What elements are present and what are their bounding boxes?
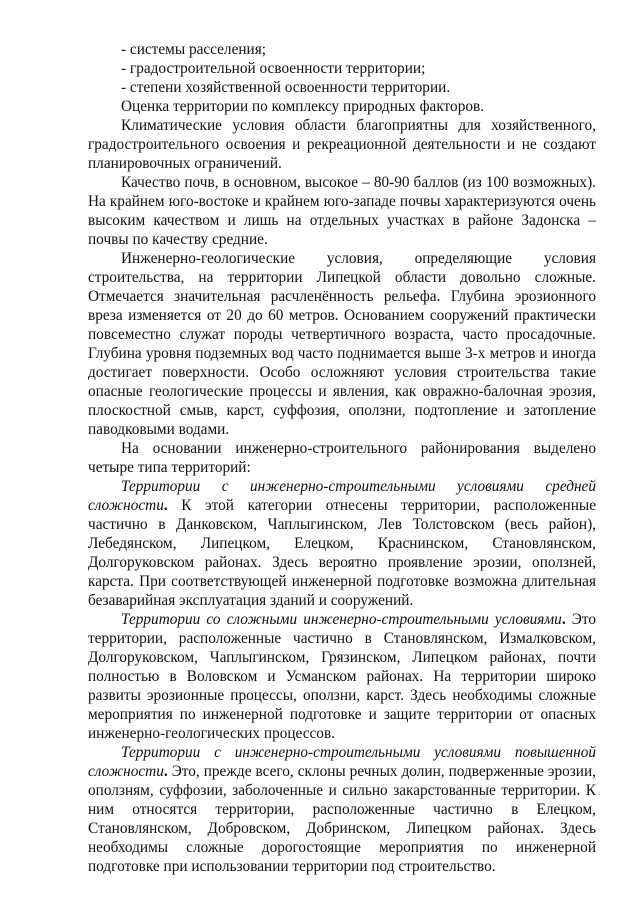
term-terminator: . — [561, 611, 566, 628]
territory-high-text: Это, прежде всего, склоны речных долин, подверженные эрозии, оползням, суффозии, заболоченные и сильно закарстованные территории. К ним относятся территории, расположенные частично в Елецком, Становлянском, Добровском, Добринском, Липецком районах. Здесь необходимы сложные дорогостоящие мероприятия по инженерной подготовке при использовании территории под строительство. — [88, 763, 596, 875]
paragraph-geology: Инженерно-геологические условия, определяющие условия строительства, на территории Липецкой области довольно сложные. Отмечается значительная расчленённость рельефа. Глубина эрозионного вреза изменяется от 20 до 60 метров. Основанием сооружений практически повсеместно служат породы четвертичного возраста, часто просадочные. Глубина уровня подземных вод часто поднимается выше 3-х метров и иногда достигает поверхности. Особо осложняют условия строительства такие опасные геологические процессы и явления, как овражно-балочная эрозия, плоскостной смыв, карст, суффозия, оползни, подтопление и затопление паводковыми водами. — [88, 250, 596, 438]
territory-medium-text: К этой категории отнесены территории, расположенные частично в Данковском, Чаплыгинском, Лев Толстовском (весь район), Лебедянском, Липецком, Елецком, Краснинском, Становлянском, Долгоруковском районах. Здесь вероятно проявление эрозии, оползней, карста. При соответствующей инженерной подготовке возможна длительная безаварийная эксплуатация зданий и сооружений. — [88, 497, 596, 609]
term-complex: Территории со сложными инженерно-строительными условиями — [121, 611, 562, 628]
paragraph-zoning: На основании инженерно-строительного районирования выделено четыре типа территорий: — [88, 440, 596, 476]
term-terminator: . — [163, 763, 168, 780]
paragraph-territory-complex — [88, 610, 596, 743]
paragraph-soils: Качество почв, в основном, высокое – 80-90 баллов (из 100 возможных). На крайнем юго-востоке и крайнем юго-западе почвы характеризуются очень высоким качеством и лишь на отдельных участках в районе Задонска – почвы по качеству средние. — [88, 174, 596, 248]
list-item-settlement-system: - системы расселения; — [121, 41, 267, 58]
territory-complex-text: Это территории, расположенные частично в Становлянском, Измалковском, Долгоруковском, Чаплыгинском, Грязинском, Липецком районах, почти полностью в Воловском и Усманском районах. На территории широко развиты эрозионные процессы, оползни, карст. Здесь необходимы сложные мероприятия по инженерной подготовке и защите территории от опасных инженерно-геологических процессов. — [88, 611, 597, 742]
paragraph-territory-high — [88, 743, 596, 876]
term-terminator: . — [163, 497, 168, 514]
document-page — [88, 40, 596, 876]
list-item-urban-development: - градостроительной освоенности территории; — [121, 60, 426, 77]
section-heading-natural-factors: Оценка территории по комплексу природных факторов. — [121, 98, 485, 115]
paragraph-territory-medium — [88, 477, 596, 610]
paragraph-climate: Климатические условия области благоприятны для хозяйственного, градостроительного освоения и рекреационной деятельности и не создают планировочных ограничений. — [88, 117, 596, 172]
list-item-economic-development: - степени хозяйственной освоенности территории. — [121, 79, 451, 96]
term-medium-complexity: Территории с инженерно-строительными условиями средней сложности — [88, 478, 596, 514]
term-high-complexity: Территории с инженерно-строительными условиями повышенной сложности — [88, 744, 596, 780]
